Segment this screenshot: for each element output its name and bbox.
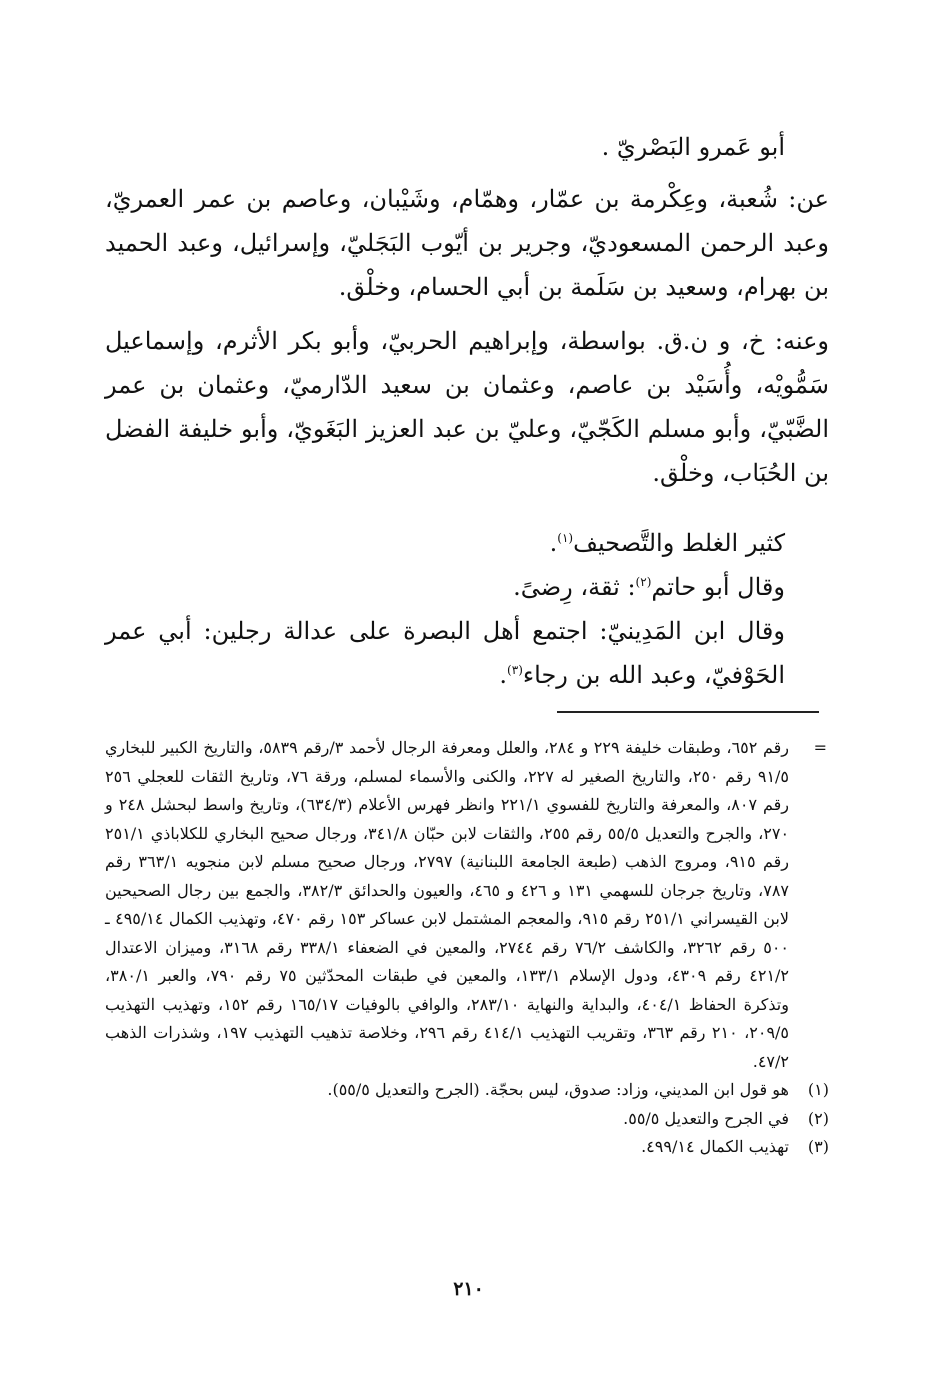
footnote-number-1: (١) [807, 1080, 829, 1099]
continuation-mark: = [813, 738, 827, 757]
grading-text-3: وقال ابن المَدِينيّ: اجتمع أهل البصرة على عدالة رجلين: أبي عمر الحَوْفيّ، وعبد الله بن رجاء [105, 617, 785, 689]
grading-text-1: كثير الغلط والتَّصحيف [573, 529, 785, 557]
grading-text-2: وقال أبو حاتم [651, 573, 785, 601]
page-number: ٢١٠ [453, 1278, 484, 1300]
footnote-2 [105, 1105, 829, 1134]
footnote-3 [105, 1133, 829, 1162]
grading-line-1 [105, 521, 829, 565]
footnote-number-2: (٢) [807, 1108, 829, 1128]
footnote-text-1: هو قول ابن المديني، وزاد: صدوق، ليس بحجّة. (الجرح والتعديل ٥٥/٥). [327, 1080, 789, 1099]
footnote-marker-3[interactable]: (٣) [507, 663, 523, 677]
footnote-marker-1[interactable]: (١) [557, 531, 574, 545]
footnote-marker-2[interactable]: (٢) [635, 575, 652, 589]
footnote-number-3: (٣) [807, 1137, 829, 1156]
footnote-divider [557, 711, 819, 713]
grading-line-2 [105, 565, 829, 609]
grading-end-1: . [549, 529, 558, 557]
main-text [105, 125, 829, 697]
references-text: رقم ٦٥٢، وطبقات خليفة ٢٢٩ و ٢٨٤، والعلل ومعرفة الرجال لأحمد ٣/رقم ٥٨٣٩، والتاريخ الكبير للبخاري ٩١/٥ رقم ٢٥٠، والتاريخ الصغير له ٢٢٧، والكنى والأسماء لمسلم، ورقة ٧٦، وتاريخ الثقات للعجلي ٢٥٦ رقم ٨٠٧، والمعرفة والتاريخ للفسوي ٢٢١/١ وانظر فهرس الأعلام (٦٣٤/٣)، وتاريخ واسط لبحشل ٢٤٨ و ٢٧٠، والجرح والتعديل ٥٥/٥ رقم ٢٥٥، والثقات لابن حبّان ٣٤١/٨، ورجال صحيح البخاري للكلاباذي ٢٥١/١ رقم ٩١٥، ومروج الذهب (طبعة الجامعة اللبنانية) ٢٧٩٧، ورجال صحيح مسلم لابن منجويه ٣٦٣/١ رقم ٧٨٧، وتاريخ جرجان للسهمي ١٣١ و ٤٢٦ و ٤٦٥، والعيون والحدائق ٣٨٢/٣، والجمع بين رجال الصحيحين لابن القيسراني ٢٥١/١ رقم ٩١٥، والمعجم المشتمل لابن عساكر ١٥٣ رقم ٤٧٠، وتهذيب الكمال ٤٩٥/١٤ ـ ٥٠٠ رقم ٣٢٦٢، والكاشف ٧٦/٢ رقم ٢٧٤٤، والمعين في الضعفاء ٣٣٨/١ رقم ٣١٦٨، وميزان الاعتدال ٤٢١/٢ رقم ٤٣٠٩، ودول الإسلام ١٣٣/١، والمعين في طبقات المحدّثين ٧٥ رقم ٧٩٠، والعبر ٣٨٠/١، وتذكرة الحفاظ ٤٠٤/١، والبداية والنهاية ٢٨٣/١٠، والوافي بالوفيات ١٦٥/١٧ رقم ١٥٢، وتهذيب التهذيب ٢٠٩/٥، ٢١٠ رقم ٣٦٣، وتقريب التهذيب ٤١٤/١ رقم ٢٩٦، وخلاصة تذهيب التهذيب ١٩٧، وشذرات الذهب ٤٧/٢. [105, 738, 790, 1071]
narrator-name: أبو عَمرو البَصْريّ . [601, 133, 785, 161]
footnote-text-3: تهذيب الكمال ٤٩٩/١٤. [641, 1137, 789, 1156]
references-continuation [105, 734, 829, 1076]
grading-line-3 [105, 609, 829, 697]
footnote-1 [105, 1076, 829, 1105]
footnote-text-2: في الجرح والتعديل ٥٥/٥. [623, 1108, 789, 1128]
grading-end-3: . [499, 661, 508, 689]
teachers-paragraph: عن: شُعبة، وعِكْرمة بن عمّار، وهمّام، وشَيْبان، وعاصم بن عمر العمريّ، وعبد الرحمن المسعوديّ، وجرير بن أيّوب البَجَليّ، وإسرائيل، وعبد الحميد بن بهرام، وسعيد بن سَلَمة بن أبي الحسام، وخلْق. [105, 185, 830, 301]
footnotes-section [105, 734, 829, 1162]
grading-end-2: : ثقة، رِضىً. [513, 573, 636, 601]
students-paragraph: وعنه: خ، و ن.ق. بواسطة، وإبراهيم الحربيّ، وأبو بكر الأثرم، وإسماعيل سَمُّويْه، وأُسَيْد بن عاصم، وعثمان بن سعيد الدّارميّ، وعثمان بن عمر الضَّبّيّ، وأبو مسلم الكَجّيّ، وعليّ بن عبد العزيز البَغَويّ، وأبو خليفة الفضل بن الحُبَاب، وخلْق. [105, 327, 829, 487]
